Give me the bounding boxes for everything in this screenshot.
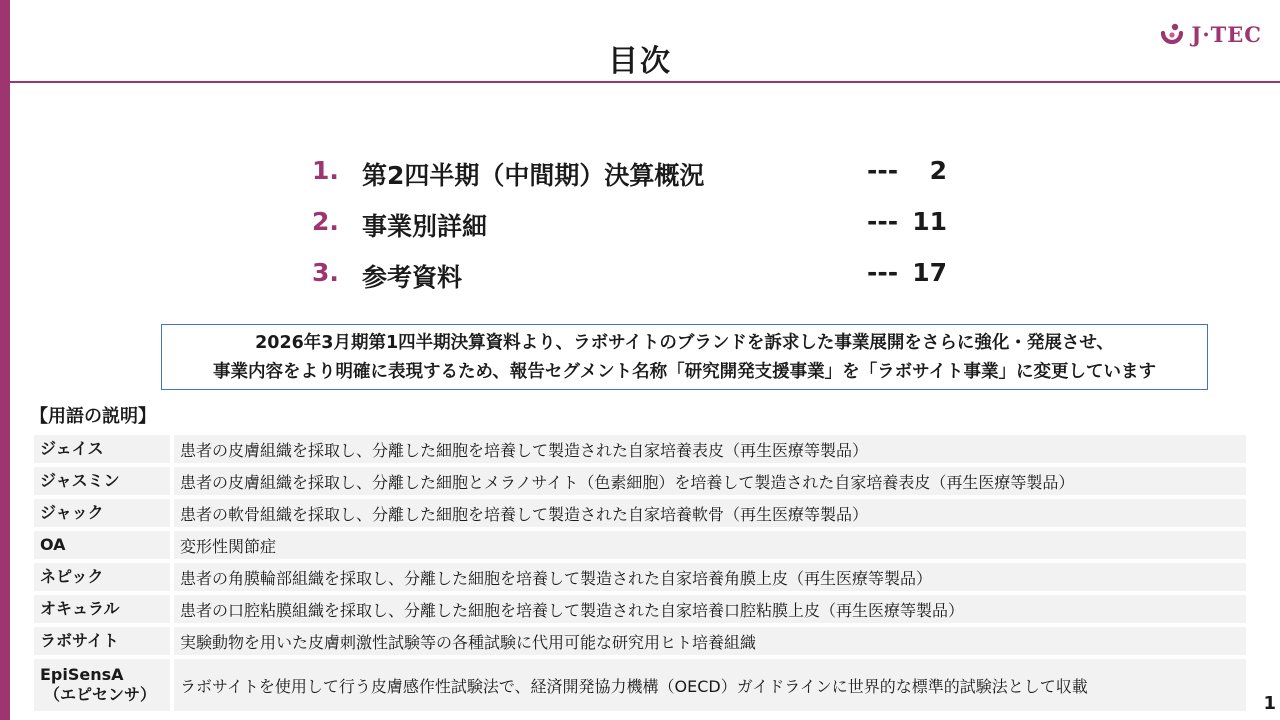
notice-line: 2026年3月期第1四半期決算資料より、ラボサイトのブランドを訴求した事業展開をさらに強化・発展させ、 — [255, 333, 1114, 353]
left-accent-bar — [0, 0, 10, 720]
glossary-term: ジェイス — [34, 435, 170, 463]
glossary-row — [34, 467, 1246, 495]
glossary-definition: 実験動物を用いた皮膚刺激性試験等の各種試験に代用可能な研究用ヒト培養組織 — [174, 627, 1246, 655]
glossary-definition: ラボサイトを使用して行う皮膚感作性試験法で、経済開発協力機構（OECD）ガイドラインに世界的な標準的試験法として収載 — [174, 659, 1246, 711]
table-of-contents — [312, 150, 962, 303]
toc-label: 事業別詳細 — [362, 212, 488, 241]
toc-label: 第2四半期（中間期）決算概況 — [362, 161, 705, 190]
glossary-definition: 変形性関節症 — [174, 531, 1246, 559]
toc-item[interactable] — [312, 252, 962, 303]
glossary-term: OA — [34, 531, 170, 559]
toc-page: 11 — [912, 207, 947, 236]
glossary-row — [34, 563, 1246, 591]
jtec-logo-icon — [1159, 21, 1185, 47]
toc-number: 2. — [312, 207, 339, 236]
page-title: 目次 — [608, 44, 672, 79]
toc-leader: --- — [867, 207, 899, 236]
glossary-definition: 患者の皮膚組織を採取し、分離した細胞とメラノサイト（色素細胞）を培養して製造された自家培養表皮（再生医療等製品） — [174, 467, 1246, 495]
glossary-term: ジャスミン — [34, 467, 170, 495]
glossary-definition: 患者の皮膚組織を採取し、分離した細胞を培養して製造された自家培養表皮（再生医療等製品） — [174, 435, 1246, 463]
glossary-row — [34, 627, 1246, 655]
notice-line: 事業内容をより明確に表現するため、報告セグメント名称「研究開発支援事業」を「ラボサイト事業」に変更しています — [213, 362, 1156, 382]
toc-item[interactable] — [312, 150, 962, 201]
toc-page: 17 — [912, 258, 947, 287]
glossary-row — [34, 499, 1246, 527]
glossary-term: EpiSensA （エピセンサ） — [34, 659, 170, 711]
toc-page: 2 — [929, 156, 947, 185]
glossary-term: ジャック — [34, 499, 170, 527]
glossary-term: ラボサイト — [34, 627, 170, 655]
glossary-definition: 患者の角膜輪部組織を採取し、分離した細胞を培養して製造された自家培養角膜上皮（再生医療等製品） — [174, 563, 1246, 591]
company-logo — [1159, 20, 1262, 48]
glossary-row — [34, 435, 1246, 463]
glossary-heading: 【用語の説明】 — [30, 406, 156, 427]
toc-label: 参考資料 — [362, 263, 463, 292]
logo-text: J·TEC — [1191, 21, 1262, 47]
glossary-term: ネピック — [34, 563, 170, 591]
toc-number: 1. — [312, 156, 339, 185]
toc-number: 3. — [312, 258, 339, 287]
glossary-table — [34, 435, 1246, 715]
glossary-definition: 患者の軟骨組織を採取し、分離した細胞を培養して製造された自家培養軟骨（再生医療等製品） — [174, 499, 1246, 527]
segment-notice-box — [161, 324, 1208, 390]
glossary-definition: 患者の口腔粘膜組織を採取し、分離した細胞を培養して製造された自家培養口腔粘膜上皮（再生医療等製品） — [174, 595, 1246, 623]
toc-item[interactable] — [312, 201, 962, 252]
page-number: 1 — [1263, 693, 1276, 714]
toc-leader: --- — [867, 258, 899, 287]
header-divider — [10, 81, 1280, 83]
glossary-term: オキュラル — [34, 595, 170, 623]
glossary-row — [34, 595, 1246, 623]
glossary-row — [34, 531, 1246, 559]
glossary-term-reading: （エピセンサ） — [44, 685, 157, 704]
toc-leader: --- — [867, 156, 899, 185]
glossary-row — [34, 659, 1246, 711]
